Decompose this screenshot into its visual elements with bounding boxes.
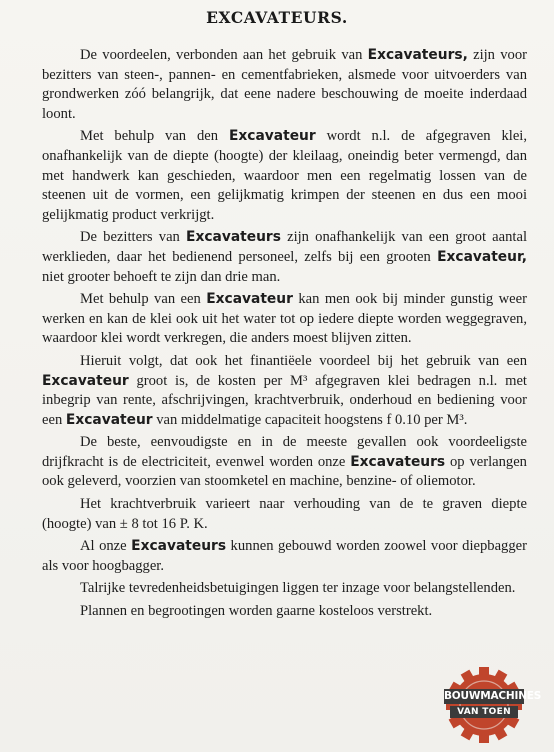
paragraph-text: Met behulp van een [80, 291, 207, 308]
page-title: EXCAVATEURS. [206, 8, 348, 27]
paragraph-text: Het krachtverbruik varieert naar verhouding van de te graven diepte (hoogte) van ± 8 tot 16 P. K. [42, 496, 527, 532]
keyword-emphasis: Excavateur, [437, 248, 527, 265]
body-paragraph [42, 290, 527, 349]
keyword-emphasis: Excavateur [65, 411, 153, 428]
paragraph-text: De voordeelen, verbonden aan het gebruik van [80, 47, 368, 63]
watermark-line1: BOUWMACHINES [444, 690, 542, 702]
paragraph-text: niet grooter behoeft te zijn dan drie man. [42, 268, 281, 285]
paragraph-text: De beste, eenvoudigste en in de meeste gevallen ook voordeeligste drijfkracht is de electriciteit, evenwel worden onze [42, 434, 527, 470]
body-paragraph [42, 352, 527, 430]
keyword-emphasis: Excavateur [42, 372, 129, 389]
paragraph-text: Al onze [80, 538, 132, 555]
keyword-emphasis: Excavateur [228, 128, 316, 145]
body-paragraph [42, 602, 527, 622]
paragraph-text: Plannen en begrootingen worden gaarne kosteloos verstrekt. [80, 603, 433, 620]
keyword-emphasis: Excavateurs [131, 538, 227, 555]
paragraph-text: zijn onafhankelijk van een groot aantal werklieden, daar het bedienend personeel, zelfs bij een grooten [42, 229, 527, 265]
body-paragraph [42, 228, 527, 287]
keyword-emphasis: Excavateurs [186, 229, 281, 246]
gear-icon [444, 665, 542, 745]
body-paragraph [42, 495, 527, 534]
paragraph-text: van middelmatige capaciteit hoogstens f 0.10 per M³. [152, 411, 468, 428]
document-body [42, 46, 527, 625]
body-paragraph [42, 46, 527, 124]
watermark-logo [444, 665, 542, 745]
paragraph-text: kunnen gebouwd worden zoowel voor diepbagger als voor hoogbagger. [42, 538, 527, 574]
body-paragraph [42, 537, 527, 576]
paragraph-text: Talrijke tevredenheidsbetuigingen liggen ter inzage voor belangstellenden. [80, 580, 516, 597]
paragraph-text: Met behulp van den [80, 128, 229, 145]
keyword-emphasis: Excavateurs [350, 453, 446, 470]
body-paragraph [42, 127, 527, 225]
keyword-emphasis: Excavateurs, [367, 47, 468, 63]
paragraph-text: wordt n.l. de afgegraven klei, onafhankelijk van de diepte (hoogte) der kleilaag, oneindig beter vermengd, dan met handwerk kan geschieden, waardoor men een regelmatig lossen van de steenen uit de vormen, een gelijkmatig krimpen der steenen en dus een mooi gelijkmatig product verkrijgt. [42, 128, 528, 223]
paragraph-text: De bezitters van [80, 229, 187, 246]
body-paragraph [42, 579, 527, 599]
watermark-line2: VAN TOEN [457, 707, 511, 717]
paragraph-text: kan men ook bij minder gunstig weer werken en kan de klei ook uit het water tot op iedere diepte worden weggegraven, waardoor klei wordt verkregen, die anders moest blijven zitten. [42, 291, 527, 347]
paragraph-text: op verlangen ook geleverd, voorzien van stoomketel en machine, benzine- of oliemotor. [42, 453, 527, 490]
body-paragraph [42, 433, 527, 492]
paragraph-text: groot is, de kosten per M³ afgegraven klei bedragen n.l. met inbegrip van rente, afschrijvingen, krachtverbruik, onderhoud en bediening voor een [42, 372, 527, 428]
keyword-emphasis: Excavateur [206, 291, 293, 308]
paragraph-text: Hieruit volgt, dat ook het finantiëele voordeel bij het gebruik van een [80, 352, 527, 369]
paragraph-text: zijn voor bezitters van steen-, pannen- en cementfabrieken, alsmede voor uitvoerders van grondwerken zóó belangrijk, dat eene nadere beschouwing de moeite inderdaad loont. [42, 47, 527, 122]
